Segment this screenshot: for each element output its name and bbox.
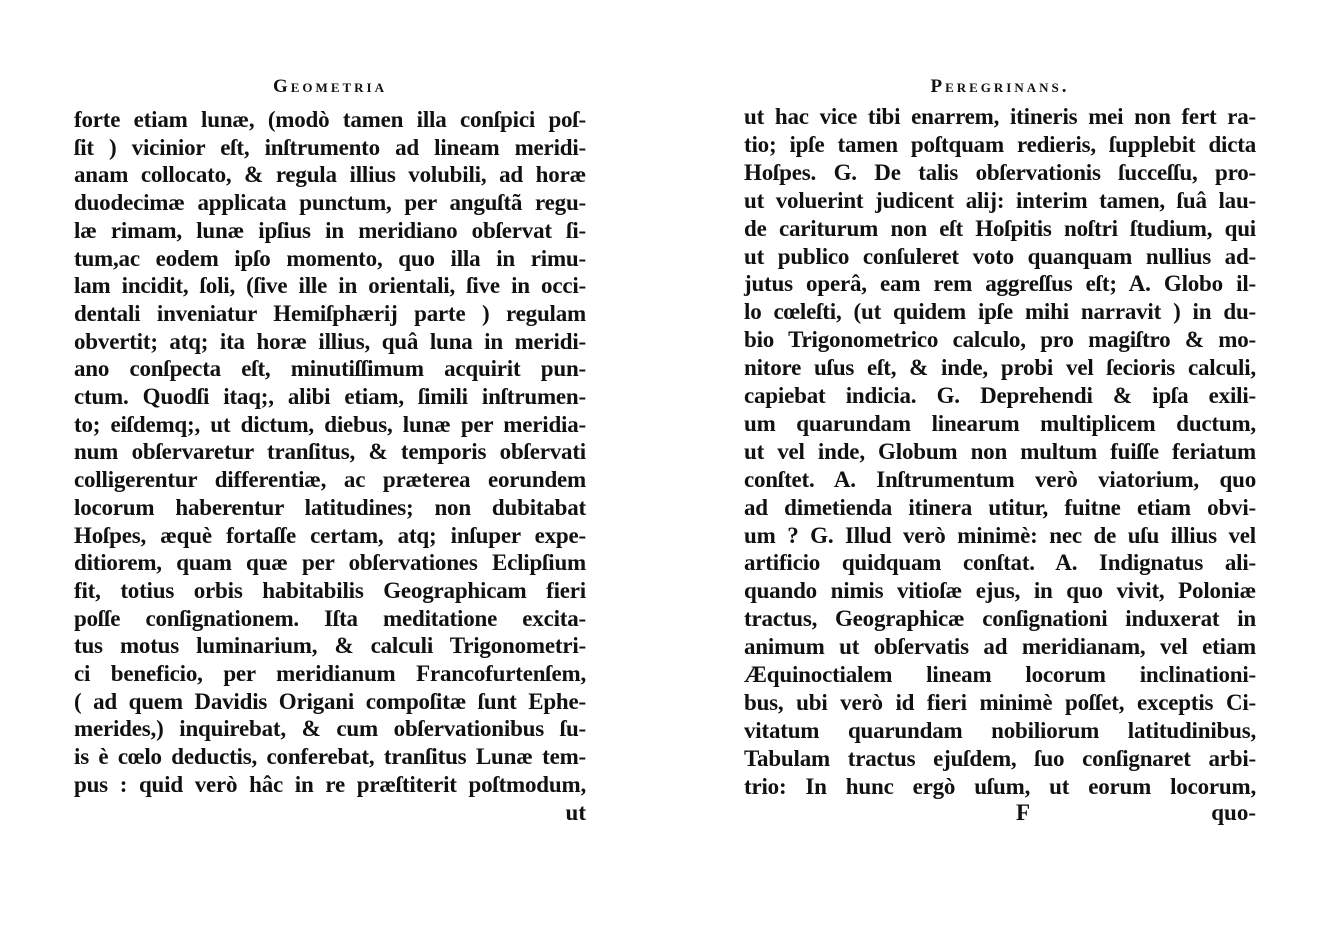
text-line-content: tio; ipſe tamen poſtquam redieris, ſupplebit dicta [744, 131, 1256, 157]
text-line-content: ut hac vice tibi enarrem, itineris mei non fert ra- [744, 104, 1256, 129]
text-line [744, 159, 1256, 187]
text-line [744, 633, 1256, 661]
text-line [744, 382, 1256, 410]
text-line [74, 577, 586, 605]
text-line [74, 217, 586, 245]
text-line-content: obvertit; atq; ita horæ illius, quâ luna in meridi- [74, 328, 586, 354]
text-line-content: ano conſpecta eſt, minutiſſimum acquirit pun- [74, 356, 586, 382]
text-line [74, 743, 586, 771]
text-line-content: ſit ) vicinior eſt, inſtrumento ad lineam meridi- [74, 134, 586, 160]
running-head: Peregrinans. [930, 76, 1070, 97]
text-line-content: um quarundam linearum multiplicem ductum, [744, 410, 1256, 436]
text-line-content: ut publico conſuleret voto quanquam nullius ad- [744, 243, 1256, 269]
catchword: quo- [1211, 800, 1256, 825]
text-line [74, 688, 586, 716]
text-line [744, 103, 1256, 131]
text-line-content: anam collocato, & regula illius volubili, ad horæ [74, 162, 586, 188]
text-line [74, 494, 586, 522]
text-line-content: tum,ac eodem ipſo momento, quo illa in rimu- [74, 245, 586, 271]
text-line [74, 466, 586, 494]
text-line [744, 438, 1256, 466]
text-line-content: vitatum quarundam nobiliorum latitudinibus, [744, 717, 1256, 743]
text-line-content: trio: In hunc ergò uſum, ut eorum locorum, [744, 773, 1256, 799]
text-line-content: ad dimetienda itinera utitur, fuitne etiam obvi- [744, 494, 1256, 520]
text-line [74, 245, 586, 273]
text-line [74, 522, 586, 550]
text-line-content: Hoſpes. G. De talis obſervationis ſucceſſu, pro- [744, 159, 1256, 185]
text-line [74, 411, 586, 439]
text-line [744, 466, 1256, 494]
text-line [744, 605, 1256, 633]
text-line [74, 328, 586, 356]
text-line [74, 383, 586, 411]
text-line-content: Tabulam tractus ejuſdem, ſuo conſignaret arbi- [744, 745, 1256, 771]
text-line-content: nitore uſus eſt, & inde, probi vel ſecioris calculi, [744, 355, 1256, 381]
text-line [744, 773, 1256, 801]
text-line-content: forte etiam lunæ, (modò tamen illa conſpici poſ- [74, 107, 586, 132]
text-line-content: num obſervaretur tranſitus, & temporis obſervati [74, 439, 586, 465]
text-line-content: fit, totius orbis habitabilis Geographicam fieri [74, 577, 586, 603]
text-line-content: ut voluerint judicent alij: interim tamen, ſuâ lau- [744, 187, 1256, 213]
text-line [74, 771, 586, 799]
text-line-content: animum ut obſervatis ad meridianam, vel etiam [744, 634, 1256, 660]
text-line-content: pus : quid verò hâc in re præſtiterit poſtmodum, [74, 771, 586, 797]
text-line-content: artificio quidquam conſtat. A. Indignatus ali- [744, 550, 1256, 576]
text-line-content: tractus, Geographicæ conſignationi induxerat in [744, 606, 1256, 632]
text-line-content: de cariturum non eſt Hoſpitis noſtri ſtudium, qui [744, 215, 1256, 241]
text-line-content: ctum. Quodſi itaq;, alibi etiam, ſimili inſtrumen- [74, 384, 586, 409]
text-line [74, 605, 586, 633]
text-line-content: um ? G. Illud verò minimè: nec de uſu illius vel [744, 522, 1256, 548]
text-line-content: lo cœleſti, (ut quidem ipſe mihi narravit ) in du- [744, 299, 1256, 325]
text-line-content: ( ad quem Davidis Origani compoſitæ ſunt Ephe- [74, 688, 586, 714]
text-line [744, 549, 1256, 577]
text-line [744, 243, 1256, 271]
text-line-content: jutus operâ, eam rem aggreſſus eſt; A. Globo il- [744, 271, 1256, 297]
text-line [744, 494, 1256, 522]
text-line [744, 270, 1256, 298]
text-line-content: to; eiſdemq;, ut dictum, diebus, lunæ per meridia- [74, 411, 586, 437]
text-line [74, 715, 586, 743]
text-line [744, 354, 1256, 382]
text-line-content: Æquinoctialem lineam locorum inclinationi- [744, 662, 1256, 687]
text-line [74, 134, 586, 162]
text-line [744, 717, 1256, 745]
text-line [74, 632, 586, 660]
text-line [744, 298, 1256, 326]
text-line-content: tus motus luminarium, & calculi Trigonometri- [74, 633, 586, 659]
signature-mark: F [1016, 800, 1031, 825]
text-line-content: conſtet. A. Inſtrumentum verò viatorium, quo [744, 466, 1256, 492]
text-line-content: bio Trigonometrico calculo, pro magiſtro & mo- [744, 327, 1256, 353]
text-line-content: duodecimæ applicata punctum, per anguſtã regu- [74, 190, 586, 216]
text-line-content: locorum haberentur latitudines; non dubitabat [74, 494, 586, 520]
text-line-content: dentali inveniatur Hemiſphærij parte ) regulam [74, 300, 586, 326]
text-line [74, 161, 586, 189]
text-line [74, 106, 586, 134]
text-line [744, 745, 1256, 773]
text-line-content: quando nimis vitioſæ ejus, in quo vivit, Poloniæ [744, 578, 1256, 604]
text-line [744, 577, 1256, 605]
text-line [744, 410, 1256, 438]
text-line [744, 131, 1256, 159]
text-line [744, 689, 1256, 717]
text-line-content: ditiorem, quam quæ per obſervationes Eclipſium [74, 550, 586, 576]
text-line-content: capiebat indicia. G. Deprehendi & ipſa exili- [744, 383, 1256, 408]
text-line-content: læ rimam, lunæ ipſius in meridiano obſervat ſi- [74, 217, 586, 243]
text-line [744, 326, 1256, 354]
text-line-content: bus, ubi verò id fieri minimè poſſet, exceptis Ci- [744, 689, 1256, 715]
text-line [74, 549, 586, 577]
text-line [744, 215, 1256, 243]
text-line-content: is è cœlo deductis, conferebat, tranſitus Lunæ tem- [74, 744, 586, 770]
text-line-content: lam incidit, ſoli, (ſive ille in orientali, ſive in occi- [74, 273, 586, 299]
text-line [74, 272, 586, 300]
text-line-content: ci beneficio, per meridianum Francofurtenſem, [74, 661, 586, 686]
running-head: Geometria [272, 76, 387, 97]
text-line-content: Hoſpes, æquè fortaſſe certam, atq; inſuper expe- [74, 522, 586, 548]
text-line-content: ut vel inde, Globum non multum fuiſſe feriatum [744, 438, 1256, 464]
text-line-content: merides,) inquirebat, & cum obſervationibus ſu- [74, 716, 586, 742]
text-line [74, 300, 586, 328]
text-line [744, 522, 1256, 550]
catchword: ut [565, 800, 586, 825]
text-line-content: poſſe conſignationem. Iſta meditatione excita- [74, 605, 586, 631]
text-line-content: colligerentur differentiæ, ac præterea eorundem [74, 467, 586, 493]
text-line [74, 438, 586, 466]
text-line [74, 189, 586, 217]
text-line [744, 661, 1256, 689]
text-line [74, 355, 586, 383]
text-line [74, 660, 586, 688]
text-line [744, 187, 1256, 215]
